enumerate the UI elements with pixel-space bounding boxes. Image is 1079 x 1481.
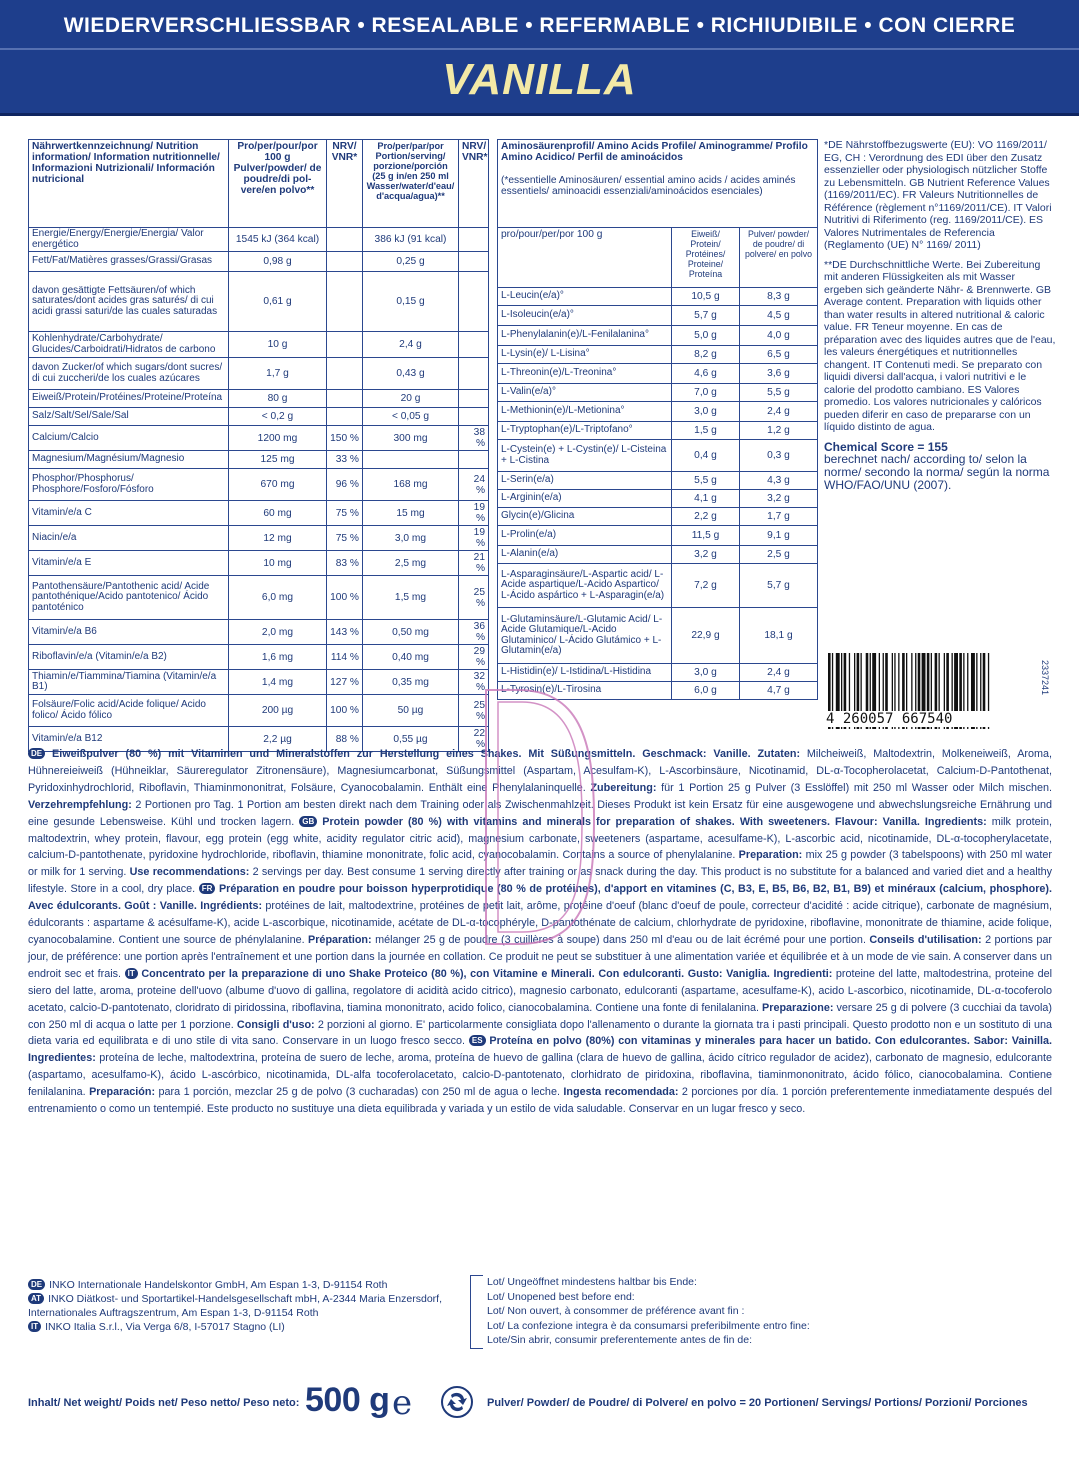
amino-row [498, 508, 818, 526]
serving-value: 0,40 mg [363, 645, 459, 670]
resealable-banner: WIEDERVERSCHLIESSBAR • RESEALABLE • REFERMABLE • RICHIUDIBILE • CON CIERRE [63, 14, 1016, 37]
per100-nrv: 96 % [327, 469, 363, 501]
fr-rec-label: Conseils d'utilisation: [869, 933, 982, 946]
per100-nrv: 100 % [327, 576, 363, 620]
amino-protein-value: 3,0 g [672, 402, 740, 422]
per100-value: 1,6 mg [229, 645, 327, 670]
amino-col-per100: pro/pour/per/por 100 g [498, 228, 672, 288]
per100-nrv: 33 % [327, 451, 363, 469]
amino-name: L-Tryptophan(e)/L-Triptofano° [498, 422, 672, 440]
amino-powder-value: 2,4 g [740, 664, 818, 682]
nutrient-name: Kohlenhydrate/Carbohydrate/ Glucides/Carboidrati/Hidratos de carbono [29, 332, 229, 358]
serving-value: 2,4 g [363, 332, 459, 358]
serving-nrv: 22 % [459, 727, 489, 752]
amino-name: L-Serin(e/a) [498, 472, 672, 490]
per100-value: < 0,2 g [229, 408, 327, 426]
it-prep: versare 25 g di polvere (3 cucchiai da tavola) con 250 ml di acqua o latte per 1 porzione. [28, 1001, 1052, 1031]
es-rec: 2 porciones por día. 1 porción preferentemente inmediatamente después del entrenamiento o como un tentempié. Este producto no sustituye una dieta equilibrada y variada y un estilo de vida saludable. Conservar en un lugar fresco y seco. [28, 1086, 1052, 1116]
lang-badge-fr: FR [199, 883, 216, 894]
de-prep: für 1 Portion 25 g Pulver (3 Esslöffel) mit 250 ml Wasser oder Milch mischen. [656, 781, 1052, 794]
amino-name: L-Threonin(e)/L-Treonina° [498, 364, 672, 384]
nutrition-header-nrv: NRV/ VNR* [327, 140, 363, 228]
nutrient-name: davon Zucker/of which sugars/dont sucres/ di cui zuccheri/de los cuales azúcares [29, 358, 229, 390]
amino-row [498, 288, 818, 306]
lang-badge-gb: GB [299, 816, 317, 827]
lang-badge-it: IT [125, 968, 138, 979]
nrv-footnote: *DE Nährstoffbezugswerte (EU): VO 1169/2011/ EG, CH : Verordnung des EDI über den Zusatz essenzieller oder physiologisch nützlicher Stoffe zu Lebensmitteln. GB Nutrient Reference Values (1169/2011/EC). FR Valeurs Nutritionnelles de Référence (règlement n°1169/2011/CE). IT Valori Nutritivi di Riferimento (reg. 1169/2011/CE). ES Valores Nutrimentales de Referencia (Reglamento (UE) N° 1169/ 2011) [824, 139, 1052, 251]
nutrition-header-per100: Pro/per/pour/por 100 g Pulver/powder/ de poudre/di pol- vere/en polvo** [229, 140, 327, 228]
amino-name: L-Glutaminsäure/L-Glutamic Acid/ L-Acide Glutamique/L-Acido Glutaminico/ L-Ácido Glutámico + L-Glutamin(e/a) [498, 608, 672, 664]
per100-value: 12 mg [229, 526, 327, 551]
address-text: INKO Internationale Handelskontor GmbH, Am Espan 1-3, D-91154 Roth [49, 1279, 388, 1291]
header-divider [0, 48, 1079, 50]
nutrient-name: Fett/Fat/Matières grasses/Grassi/Grasas [29, 252, 229, 272]
fr-ingredients: protéines de lait, maltodextrine, protéines de petit lait, arôme, protéine d'oeuf (blanc d'oeuf de poule, correcteur d'acidité : acide citrique), carbonate de magnésium, édulcorants : aspartame & acésulfame-K), acide L-ascorbique, nicotinamide, acétate de DL-α-tocophéryle, D-pantothénate de calcium, chlorhydrate de pyridoxine, riboflavine, mononitrate de thiamine, acide folique, cyanocobalamine. Contient une source de phénylalanine. [28, 900, 1052, 946]
serving-value: 0,55 µg [363, 727, 459, 752]
nutrition-header-label: Nährwertkennzeichnung/ Nutrition information/ Information nutritionnelle/ Informazioni Nutrizionali/ Información nutricional [29, 140, 229, 228]
per100-value: 2,0 mg [229, 620, 327, 645]
per100-value: 2,2 µg [229, 727, 327, 752]
amino-row [498, 546, 818, 564]
nutrient-name: Vitamin/e/a E [29, 551, 229, 576]
amino-row [498, 384, 818, 402]
fr-rec: 2 portions par jour, de préférence: une portion après l'entraînement et une portion dans la journée en collation. Ce produit ne peut se substituer à une alimentation variée et équilibrée et à un mode de vie sain. A conserver dans un endroit sec et frais. [28, 933, 1052, 980]
amino-protein-value: 7,0 g [672, 384, 740, 402]
nutrient-name: Vitamin/e/a B6 [29, 620, 229, 645]
amino-name: L-Leucin(e/a)° [498, 288, 672, 306]
nutrition-row [29, 390, 489, 408]
nutrition-row [29, 451, 489, 469]
nutrient-name: Vitamin/e/a C [29, 501, 229, 526]
gb-ingredients: milk protein, maltodextrin, whey protein, flavour, egg protein (egg white, acidity regulator citric acid), magnesium carbonate, sweeteners (aspartame, acesulfame-K), L-ascorbic acid, nicotinamide, DL-α-tocopherylacetate, calcium-D-pantothenate, pyridoxine hydrochloride, riboflavin, thiamine mononitrate, folic acid, cyanocobalamin. Contains a source of phenylalanine. [28, 815, 1052, 862]
nutrition-row [29, 252, 489, 272]
amino-powder-value: 6,5 g [740, 346, 818, 364]
amino-name: L-Isoleucin(e/a)° [498, 306, 672, 326]
amino-protein-value: 5,0 g [672, 326, 740, 346]
serving-nrv [459, 358, 489, 390]
per100-value: 60 mg [229, 501, 327, 526]
amino-powder-value: 0,3 g [740, 440, 818, 472]
address-text: INKO Italia S.r.l., Via Verga 6/8, I-57017 Stagno (LI) [45, 1321, 285, 1333]
amino-protein-value: 3,0 g [672, 664, 740, 682]
bottom-bar [28, 1381, 1058, 1425]
nutrition-table [28, 139, 489, 752]
serving-nrv: 36 % [459, 620, 489, 645]
amino-protein-value: 4,6 g [672, 364, 740, 384]
nutrient-name: Pantothensäure/Pantothenic acid/ Acide pantothénique/Acido pantotenico/ Ácido pantoténico [29, 576, 229, 620]
nutrient-name: Folsäure/Folic acid/Acide folique/ Acido folico/ Ácido fólico [29, 695, 229, 727]
chemical-score-note: berechnet nach/ according to/ selon la norme/ secondo la norma/ según la norma WHO/FAO/UNU (2007). [824, 452, 1050, 492]
amino-col-powder: Pulver/ powder/ de poudre/ di polvere/ en polvo [740, 228, 818, 288]
per100-value: 1,4 mg [229, 670, 327, 695]
amino-protein-value: 6,0 g [672, 682, 740, 700]
per100-value: 6,0 mg [229, 576, 327, 620]
amino-name: L-Arginin(e/a) [498, 490, 672, 508]
per100-nrv [327, 252, 363, 272]
lot-line: Lot/ Non ouvert, à consommer de préférence avant fin : [487, 1305, 745, 1317]
serving-value: 0,25 g [363, 252, 459, 272]
amino-note: (*essentielle Aminosäuren/ essential amino acids / acides aminés essentiels/ aminoacidi essenziali/aminoácidos esenciales) [501, 175, 796, 197]
fr-prep: mélanger 25 g de poudre (3 cuillères à soupe) dans 250 ml d'eau ou de lait écrémé pour une portion. [371, 933, 870, 946]
de-ingredients: Milcheiweiß, Maltodextrin, Molkeneiweiß, Aroma, Hühnereieiweiß (Hühneiklar, Säureregulator Zitronensäure), Magnesiumcarbonat, Süßungsmittel (Aspartam, Acesulfam-K), L-Ascorbinsäure, Nicotinamid, DL-α-Tocopherolacetat, Calcium-D-Pantothenat, Pyridoxinhydrochlorid, Riboflavin, Thiaminmononitrat, Folsäure, Cyanocobalamin. Enthält eine Phenylalaninquelle. [28, 748, 1052, 794]
amino-protein-value: 5,5 g [672, 472, 740, 490]
gb-prep-label: Preparation: [738, 849, 803, 862]
nutrition-header-serving: Pro/per/par/por Portion/serving/ porzione/porción (25 g in/en 250 ml Wasser/water/d'eau/ d'acqua/agua)** [363, 140, 459, 228]
amino-powder-value: 8,3 g [740, 288, 818, 306]
serving-nrv: 29 % [459, 645, 489, 670]
amino-powder-value: 3,6 g [740, 364, 818, 384]
serving-nrv [459, 272, 489, 332]
amino-protein-value: 1,5 g [672, 422, 740, 440]
nutrition-row [29, 426, 489, 451]
amino-row [498, 608, 818, 664]
nutrition-row [29, 469, 489, 501]
per100-nrv: 143 % [327, 620, 363, 645]
per100-value: 1545 kJ (364 kcal) [229, 228, 327, 252]
de-title: Eiweißpulver (80 %) mit Vitaminen und Mineralstoffen zur Herstellung eines Shakes. Mit Süßungsmitteln. Geschmack: Vanille. Zutaten: [52, 748, 801, 760]
serving-nrv: 19 % [459, 501, 489, 526]
lot-info [487, 1275, 967, 1348]
nutrition-row [29, 670, 489, 695]
amino-title: Aminosäurenprofil/ Amino Acids Profile/ Aminogramme/ Profilo Amino Acidico/ Perfil de aminoácidos [501, 141, 808, 163]
nutrition-row [29, 695, 489, 727]
lot-line: Lot/ La confezione integra è da consumarsi preferibilmente entro fine: [487, 1319, 810, 1332]
amino-name: L-Methionin(e)/L-Metionina° [498, 402, 672, 422]
es-prep-label: Preparación: [89, 1086, 156, 1099]
serving-value: 2,5 mg [363, 551, 459, 576]
amino-name: L-Tyrosin(e)/L-Tirosina [498, 682, 672, 700]
country-badge: AT [28, 1293, 44, 1304]
amino-protein-value: 11,5 g [672, 526, 740, 546]
lot-line: Lote/Sin abrir, consumir preferentemente antes de fin de: [487, 1334, 752, 1346]
average-footnote: **DE Durchschnittliche Werte. Bei Zubereitung mit anderen Flüssigkeiten als mit Wasser ergeben sich geänderte Nähr- & Brennwerte. GB Average content. Preparation with liquids other than water results in altered nutritional & caloric value. FR Teneur moyenne. En cas de préparation avec des liquides autres que de l'eau, les valeurs énergétiques et nutritionnelles changent. IT Contenuti medi. Se preparato con liquidi diversi dall'acqua, i valori nutritivi e le calorie del prodotto cambiano. ES Valores promedio. Los valores nutricionales y calóricos pueden diferir en caso de prepararse con un líquido distinto de agua. [824, 258, 1056, 433]
per100-value: 670 mg [229, 469, 327, 501]
serving-nrv [459, 390, 489, 408]
estimated-sign-icon: e [392, 1383, 413, 1423]
amino-powder-value: 2,5 g [740, 546, 818, 564]
amino-name: L-Alanin(e/a) [498, 546, 672, 564]
amino-name: Glycin(e)/Glicina [498, 508, 672, 526]
nutrient-name: Phosphor/Phosphorus/ Phosphore/Fosforo/Fósforo [29, 469, 229, 501]
serving-nrv: 32 % [459, 670, 489, 695]
nutrition-row [29, 576, 489, 620]
serving-value: 0,35 mg [363, 670, 459, 695]
es-prep: para 1 porción, mezclar 25 g de polvo (3 cucharadas) con 250 ml de agua o leche. [155, 1086, 564, 1099]
de-prep-label: Zubereitung: [590, 781, 657, 794]
per100-value: 125 mg [229, 451, 327, 469]
nutrition-header-nrv-serving: NRV/ VNR* [459, 140, 489, 228]
side-code: 2337241 [1040, 660, 1050, 696]
amino-acid-table [497, 139, 818, 700]
address-line [28, 1320, 468, 1334]
amino-powder-value: 2,4 g [740, 402, 818, 422]
nutrition-row [29, 358, 489, 390]
amino-name: L-Histidin(e)/ L-Istidina/L-Histidina [498, 664, 672, 682]
amino-name: L-Lysin(e)/ L-Lisina° [498, 346, 672, 364]
amino-powder-value: 4,0 g [740, 326, 818, 346]
amino-powder-value: 3,2 g [740, 490, 818, 508]
amino-protein-value: 0,4 g [672, 440, 740, 472]
address-line [28, 1278, 468, 1292]
gb-rec-label: Use recommendations: [129, 866, 250, 879]
per100-nrv [327, 390, 363, 408]
amino-name: L-Cystein(e) + L-Cystin(e)/ L-Cisteina + L-Cistina [498, 440, 672, 472]
amino-powder-value: 4,5 g [740, 306, 818, 326]
amino-header [498, 140, 818, 228]
nutrient-name: Vitamin/e/a B12 [29, 727, 229, 752]
gb-title: Protein powder (80 %) with vitamins and minerals for preparation of shakes. With sweeteners. Flavour: Vanilla. Ingredients: [322, 815, 987, 828]
per100-value: 200 µg [229, 695, 327, 727]
it-prep-label: Preparazione: [762, 1001, 834, 1014]
nutrient-name: Thiamin/e/Tiammina/Tiamina (Vitamin/e/a B1) [29, 670, 229, 695]
amino-name: L-Phenylalanin(e)/L-Fenilalanina° [498, 326, 672, 346]
amino-protein-value: 7,2 g [672, 564, 740, 608]
per100-nrv: 75 % [327, 501, 363, 526]
it-rec-label: Consigli d'uso: [236, 1018, 315, 1031]
amino-row [498, 526, 818, 546]
nutrition-row [29, 408, 489, 426]
per100-nrv [327, 228, 363, 252]
nutrient-name: Salz/Salt/Sel/Sale/Sal [29, 408, 229, 426]
country-badge: DE [28, 1279, 45, 1290]
chemical-score: Chemical Score = 155 [824, 439, 948, 454]
per100-value: 1200 mg [229, 426, 327, 451]
lang-badge-de: DE [28, 748, 45, 759]
serving-nrv [459, 252, 489, 272]
gb-rec: 2 servings per day. Best consume 1 serving directly after training or as snack during the day. This product is no substitute for a balanced and varied diet and a healthy lifestyle. Store in a cool, dry place. [28, 866, 1053, 896]
serving-value: 0,43 g [363, 358, 459, 390]
amino-row [498, 326, 818, 346]
amino-protein-value: 2,2 g [672, 508, 740, 526]
fr-title: Préparation en poudre pour boisson hyperprotidique (80 % de protéines), d'apport en vitamines (C, B3, E, B5, B6, B2, B1, B9) et minéraux (calcium, phosphore). Avec édulcorants. Goût : Vanille. Ingrédients: [28, 883, 1052, 913]
nutrition-row [29, 228, 489, 252]
fr-prep-label: Préparation: [308, 933, 372, 946]
per100-value: 0,61 g [229, 272, 327, 332]
amino-name: L-Prolin(e/a) [498, 526, 672, 546]
es-ingredients: proteína de leche, maltodextrina, proteína de suero de leche, aroma, proteína de huevo de gallina (clara de huevo de gallina, ácido cítrico regulador de acidez), carbonato de magnesio, edulcorante (aspartamo, acesulfamo-K), ácido L-ascórbico, nicotinamida, DL-alfa tocoferolacetato, calcio-D-pantotenato, clorhidrato de piridoxina, riboflavina, tiaminmononitrato, ácido fólico, cianocobalamina. Contiene fenilalanina. [28, 1052, 1052, 1099]
amino-powder-value: 5,7 g [740, 564, 818, 608]
amino-powder-value: 1,2 g [740, 422, 818, 440]
amino-protein-value: 8,2 g [672, 346, 740, 364]
side-notes [824, 139, 1056, 499]
serving-value: < 0,05 g [363, 408, 459, 426]
lot-line: Lot/ Unopened best before end: [487, 1290, 635, 1303]
nutrition-row [29, 501, 489, 526]
serving-value: 0,15 g [363, 272, 459, 332]
amino-powder-value: 4,3 g [740, 472, 818, 490]
per100-value: 0,98 g [229, 252, 327, 272]
de-rec: 2 Portionen pro Tag. 1 Portion am besten direkt nach dem Training oder als Zwischenmahlzeit. Dieses Produkt ist kein Ersatz für eine ausgewogene und abwechslungsreiche Ernährung und eine gesunde Lebensweise. Kühl und trocken lagern. [28, 798, 1052, 828]
nutrient-name: davon gesättigte Fettsäuren/of which saturates/dont acides gras saturés/ di cui acidi grassi saturi/de las cuales saturadas [29, 272, 229, 332]
serving-nrv [459, 451, 489, 469]
per100-nrv [327, 332, 363, 358]
per100-nrv: 127 % [327, 670, 363, 695]
nutrition-row [29, 551, 489, 576]
es-title: Proteína en polvo (80%) con vitaminas y minerales para hacer un batido. Con edulcorantes. Sabor: Vainilla. Ingredientes: [28, 1035, 1053, 1065]
serving-nrv: 24 % [459, 469, 489, 501]
serving-value: 20 g [363, 390, 459, 408]
nutrient-name: Calcium/Calcio [29, 426, 229, 451]
portions-text: Pulver/ Powder/ de Poudre/ di Polvere/ en polvo = 20 Portionen/ Servings/ Portions/ Porzioni/ Porciones [487, 1397, 1028, 1409]
serving-nrv: 21 % [459, 551, 489, 576]
serving-nrv: 19 % [459, 526, 489, 551]
per100-nrv [327, 272, 363, 332]
nutrition-row [29, 526, 489, 551]
nutrition-row [29, 272, 489, 332]
amino-powder-value: 5,5 g [740, 384, 818, 402]
header-banner [0, 0, 1079, 116]
address-line [28, 1292, 468, 1320]
nutrition-row [29, 645, 489, 670]
es-rec-label: Ingesta recomendada: [563, 1086, 679, 1099]
nutrient-name: Energie/Energy/Énergie/Energia/ Valor energético [29, 228, 229, 252]
amino-powder-value: 1,7 g [740, 508, 818, 526]
amino-protein-value: 5,7 g [672, 306, 740, 326]
serving-value: 15 mg [363, 501, 459, 526]
nutrient-name: Riboflavin/e/a (Vitamin/e/a B2) [29, 645, 229, 670]
amino-protein-value: 3,2 g [672, 546, 740, 564]
de-rec-label: Verzehrempfehlung: [28, 798, 132, 811]
serving-nrv [459, 228, 489, 252]
per100-nrv: 88 % [327, 727, 363, 752]
amino-protein-value: 22,9 g [672, 608, 740, 664]
per100-nrv: 83 % [327, 551, 363, 576]
serving-nrv [459, 332, 489, 358]
barcode-number: 4 260057 667540 [826, 711, 1046, 727]
net-weight-value: 500 g [305, 1381, 390, 1419]
per100-value: 10 g [229, 332, 327, 358]
serving-value: 0,50 mg [363, 620, 459, 645]
per100-value: 80 g [229, 390, 327, 408]
per100-nrv: 75 % [327, 526, 363, 551]
nutrient-name: Magnesium/Magnésium/Magnesio [29, 451, 229, 469]
per100-value: 10 mg [229, 551, 327, 576]
per100-nrv [327, 408, 363, 426]
serving-value: 50 µg [363, 695, 459, 727]
amino-name: L-Valin(e/a)° [498, 384, 672, 402]
lang-badge-es: ES [469, 1035, 486, 1046]
serving-value: 168 mg [363, 469, 459, 501]
flavor-title: VANILLA [442, 55, 637, 104]
nutrient-name: Niacin/e/a [29, 526, 229, 551]
amino-protein-value: 4,1 g [672, 490, 740, 508]
green-dot-icon [440, 1385, 474, 1419]
serving-value: 300 mg [363, 426, 459, 451]
amino-col-protein: Eiweiß/ Protein/ Protéines/ Proteine/ Proteína [672, 228, 740, 288]
amino-powder-value: 18,1 g [740, 608, 818, 664]
per100-nrv: 114 % [327, 645, 363, 670]
per100-nrv [327, 358, 363, 390]
amino-row [498, 490, 818, 508]
amino-powder-value: 9,1 g [740, 526, 818, 546]
amino-protein-value: 10,5 g [672, 288, 740, 306]
amino-row [498, 346, 818, 364]
serving-value: 386 kJ (91 kcal) [363, 228, 459, 252]
serving-value: 1,5 mg [363, 576, 459, 620]
net-weight-label: Inhalt/ Net weight/ Poids net/ Peso netto/ Peso neto: [28, 1397, 300, 1409]
nutrient-name: Eiweiß/Protein/Protéines/Proteine/Proteína [29, 390, 229, 408]
amino-row [498, 664, 818, 682]
amino-row [498, 440, 818, 472]
manufacturer-addresses [28, 1278, 468, 1334]
country-badge: IT [28, 1321, 41, 1332]
amino-row [498, 306, 818, 326]
amino-row [498, 364, 818, 384]
amino-row [498, 402, 818, 422]
nutrition-row [29, 332, 489, 358]
serving-nrv: 38 % [459, 426, 489, 451]
die-cut-outline [478, 688, 598, 948]
per100-value: 1,7 g [229, 358, 327, 390]
nutrition-row [29, 620, 489, 645]
serving-nrv: 25 % [459, 695, 489, 727]
amino-row [498, 564, 818, 608]
serving-value [363, 451, 459, 469]
amino-row [498, 472, 818, 490]
lot-bracket [470, 1275, 483, 1349]
amino-row [498, 422, 818, 440]
it-ingredients: proteine del latte, maltodestrina, proteine del siero del latte, aroma, proteine dell'uovo (albume d'uovo di gallina, regolatore di acidità acido citrico), magnesio carbonato, edulcoranti (aspartame, acesulfame-K), acido L-ascorbico, nicotinamide, DL-α-tocoferolo acetato, calcio-D-pantotenato, cloridrato di piridossina, riboflavina, tiamina mononitrato, acido folico, cianocobalamina. Contiene una fonte di fenilalanina. [28, 967, 1052, 1014]
it-title: Concentrato per la preparazione di uno Shake Proteico (80 %), con Vitamine e Minerali. Con edulcoranti. Gusto: Vaniglia. Ingredienti: [141, 967, 833, 980]
gb-prep: mix 25 g powder (3 tabelspoons) with 250 ml water or milk for 1 serving. [28, 849, 1052, 879]
serving-nrv: 25 % [459, 576, 489, 620]
per100-nrv: 100 % [327, 695, 363, 727]
it-rec: 2 porzioni al giorno. E' particolarmente consigliata dopo l'allenamento o durante la giornata tra i pasti principali. Questo prodotto non e un sostituto di una dieta varia ed equilibrata e di uno stile di vita sano. Conservare in un luogo fresco secco. [28, 1018, 1053, 1048]
lot-line: Lot/ Ungeöffnet mindestens haltbar bis Ende: [487, 1276, 697, 1288]
amino-name: L-Asparaginsäure/L-Aspartic acid/ L-Acide aspartique/L-Acido Aspartico/ L-Ácido aspártico + L-Asparagin(e/a) [498, 564, 672, 608]
serving-value: 3,0 mg [363, 526, 459, 551]
serving-nrv [459, 408, 489, 426]
amino-powder-value: 4,7 g [740, 682, 818, 700]
address-text: INKO Diätkost- und Sportartikel-Handelsgesellschaft mbH, A-2344 Maria Enzersdorf, Internationales Auftragszentrum, Am Espan 1-3, D-91154 Roth [28, 1293, 442, 1319]
per100-nrv: 150 % [327, 426, 363, 451]
